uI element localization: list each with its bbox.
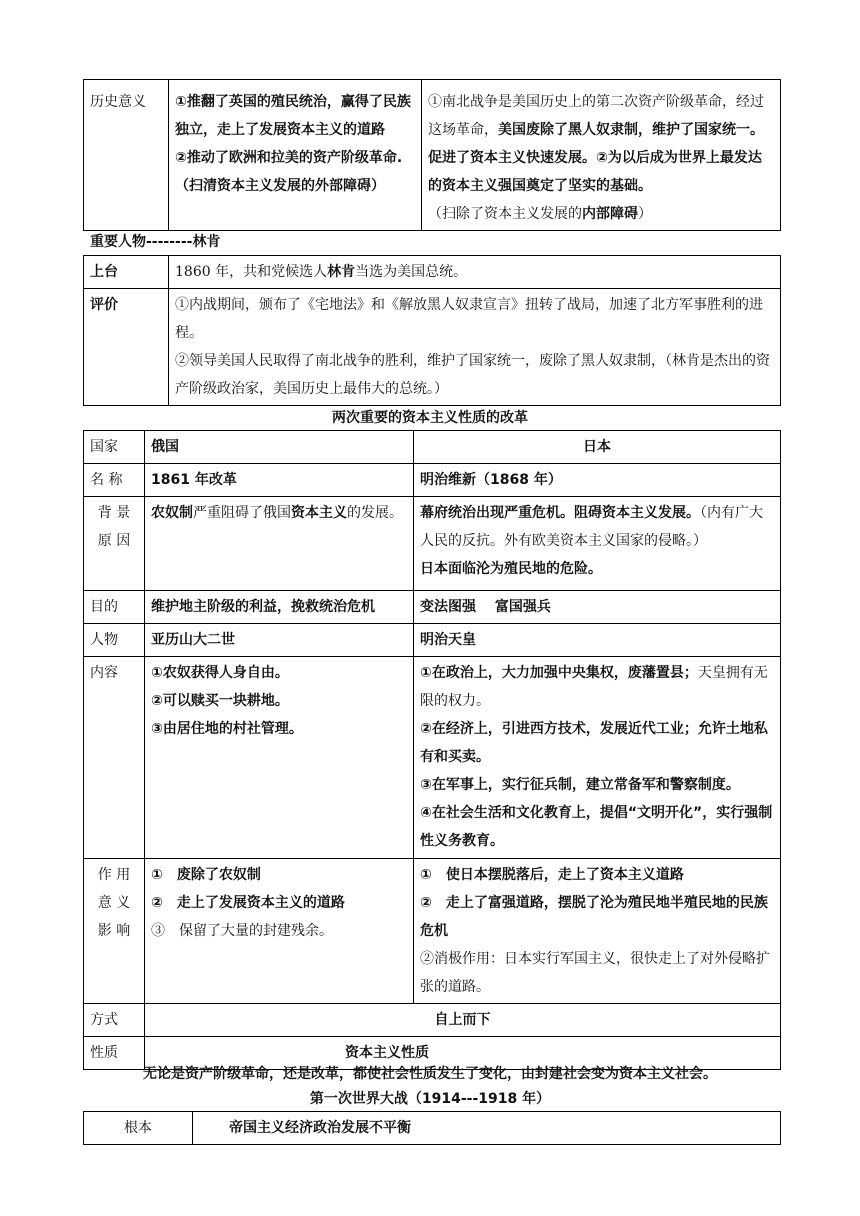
impact-item: ② 走上了富强道路，摆脱了沦为殖民地半殖民地的民族危机: [420, 895, 768, 939]
lincoln-name: 林肯: [327, 264, 356, 280]
ww1-cause: 帝国主义经济政治发展不平衡: [193, 1112, 781, 1145]
reform-nature: 资本主义性质: [145, 1037, 781, 1070]
background-text: （内有广大人民的反抗。外有欧美资本主义国家的侵略。）: [420, 505, 763, 549]
russia-name: 1861 年改革: [145, 464, 414, 497]
lincoln-text: 当选为美国总统。: [355, 264, 468, 280]
evaluation-item: ①内战期间，颁布了《宅地法》和《解放黑人奴隶宣言》扭转了战局，加速了北方军事胜利的进程。: [175, 297, 763, 341]
reforms-table: [83, 430, 781, 1070]
lincoln-label: 评价: [84, 289, 169, 406]
impact-item: ② 走上了发展资本主义的道路: [151, 895, 345, 911]
ww1-table: [83, 1111, 781, 1145]
lincoln-evaluation: [169, 289, 781, 406]
row-label: 目的: [84, 591, 145, 624]
impact-item: ① 使日本摆脱落后，走上了资本主义道路: [420, 867, 684, 883]
content-item-text: 天皇拥有无限的权力。: [420, 665, 768, 709]
background-text: 的发展。: [347, 505, 403, 521]
significance-text: ①南北战争是美国历史上的第二次资产阶级革命，经过这场革命，: [428, 94, 764, 138]
content-item: ②可以赎买一块耕地。: [151, 693, 289, 709]
impact-label: 作 用 意 义 影 响: [97, 867, 131, 939]
russia-person: 亚历山大二世: [145, 624, 414, 657]
russia-content: [145, 657, 414, 859]
evaluation-item: ②领导美国人民取得了南北战争的胜利，维护了国家统一，废除了黑人奴隶制，（林肯是杰出的资产阶级政治家，美国历史上最伟大的总统。）: [175, 353, 770, 397]
background-label: 背 景 原 因: [97, 505, 131, 549]
row-label: [84, 497, 145, 591]
ww1-heading: 第一次世界大战（1914---1918 年）: [309, 1091, 551, 1107]
row-label: 名 称: [84, 464, 145, 497]
significance-text-bold: 内部障碍: [582, 206, 638, 222]
significance-item: ②推动了欧洲和拉美的资产阶级革命.（扫清资本主义发展的外部障碍）: [175, 150, 403, 194]
content-item-bold: ①在政治上，大力加强中央集权，废藩置县；: [420, 665, 698, 681]
background-text: 严重阻碍了俄国: [193, 505, 291, 521]
russia-background: [145, 497, 414, 591]
lincoln-label: 上台: [84, 256, 169, 289]
japan-name: 明治维新（1868 年）: [414, 464, 781, 497]
significance-text: （扫除了资本主义发展的: [428, 206, 582, 222]
row-label: 方式: [84, 1004, 145, 1037]
japan-impact: [414, 859, 781, 1004]
russia-header: 俄国: [145, 431, 414, 464]
content-item: ③在军事上，实行征兵制，建立常备军和警察制度。: [420, 777, 740, 793]
significance-text: ）: [638, 206, 652, 222]
content-item: ③由居住地的村社管理。: [151, 721, 303, 737]
row-label: 内容: [84, 657, 145, 859]
reforms-heading: 两次重要的资本主义性质的改革: [332, 410, 528, 426]
japan-background: [414, 497, 781, 591]
background-bold: 幕府统治出现严重危机。阻碍资本主义发展。: [420, 505, 700, 521]
significance-item: ①推翻了英国的殖民统治，赢得了民族独立，走上了发展资本主义的道路: [175, 94, 411, 138]
lincoln-heading: 重要人物--------林肯: [90, 234, 221, 250]
summary-text: 无论是资产阶级革命，还是改革，都使社会性质发生了变化，由封建社会变为资本主义社会。: [143, 1066, 717, 1082]
lincoln-text: 1860 年，共和党候选人: [175, 264, 328, 280]
civil-war-significance: [422, 80, 781, 231]
row-label: 性质: [84, 1037, 145, 1070]
impact-item: ③ 保留了大量的封建残余。: [151, 923, 333, 939]
significance-label: 历史意义: [84, 80, 169, 231]
lincoln-elected: [169, 256, 781, 289]
russia-impact: [145, 859, 414, 1004]
background-bold: 日本面临沦为殖民地的危险。: [420, 561, 602, 577]
content-item: ④在社会生活和文化教育上，提倡“文明开化”，实行强制性义务教育。: [420, 805, 773, 849]
row-label: [84, 859, 145, 1004]
row-label: 国家: [84, 431, 145, 464]
reform-method: 自上而下: [145, 1004, 781, 1037]
content-item: ②在经济上，引进西方技术，发展近代工业；允许土地私有和买卖。: [420, 721, 768, 765]
japan-person: 明治天皇: [414, 624, 781, 657]
impact-item: ②消极作用：日本实行军国主义，很快走上了对外侵略扩张的道路。: [420, 951, 770, 995]
background-bold: 资本主义: [291, 505, 347, 521]
japan-purpose: 变法图强 富国强兵: [414, 591, 781, 624]
background-bold: 农奴制: [151, 505, 193, 521]
american-revolution-significance: [169, 80, 422, 231]
japan-content: [414, 657, 781, 859]
russia-purpose: 维护地主阶级的利益，挽救统治危机: [145, 591, 414, 624]
significance-table: [83, 79, 781, 231]
ww1-label: 根本: [84, 1112, 193, 1145]
content-item: ①农奴获得人身自由。: [151, 665, 289, 681]
japan-header: 日本: [414, 431, 781, 464]
row-label: 人物: [84, 624, 145, 657]
lincoln-table: [83, 255, 781, 406]
impact-item: ① 废除了农奴制: [151, 867, 261, 883]
significance-text-bold: 美国废除了黑人奴隶制，维护了国家统一。促进了资本主义快速发展。②为以后成为世界上最发达的资本主义强国奠定了坚实的基础。: [428, 122, 764, 194]
